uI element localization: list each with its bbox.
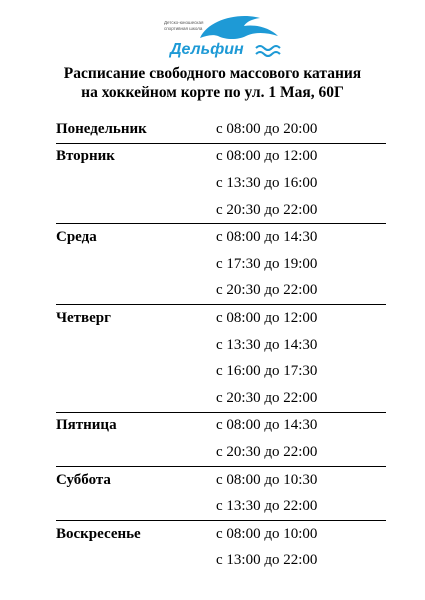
time-range: с 20:30 до 22:00: [216, 201, 318, 218]
day-label: Пятница: [56, 417, 117, 434]
schedule-row: [56, 493, 386, 520]
logo-tagline-1: Детско-юношеская: [164, 20, 204, 25]
time-range: с 13:30 до 22:00: [216, 498, 318, 515]
dolphin-logo-icon: [160, 10, 290, 64]
schedule-row: [56, 144, 386, 171]
day-label: Четверг: [56, 309, 111, 326]
day-block: [56, 304, 386, 411]
schedule-row: [56, 385, 386, 412]
time-range: с 16:00 до 17:30: [216, 363, 318, 380]
day-block: [56, 116, 386, 143]
schedule-row: [56, 413, 386, 440]
day-block: [56, 223, 386, 304]
schedule-row: [56, 521, 386, 548]
time-range: с 08:00 до 10:30: [216, 471, 318, 488]
schedule-row: [56, 116, 386, 143]
time-range: с 20:30 до 22:00: [216, 389, 318, 406]
time-range: с 13:30 до 16:00: [216, 174, 318, 191]
day-block: [56, 466, 386, 520]
dolphin-icon: [200, 16, 278, 39]
day-label: Воскресенье: [56, 525, 141, 542]
logo: [160, 10, 290, 64]
time-range: с 08:00 до 20:00: [216, 120, 318, 137]
time-range: с 08:00 до 14:30: [216, 417, 318, 434]
schedule-row: [56, 358, 386, 385]
day-block: [56, 143, 386, 224]
schedule-row: [56, 251, 386, 278]
schedule-row: [56, 305, 386, 332]
time-range: с 13:00 до 22:00: [216, 552, 318, 569]
day-label: Среда: [56, 229, 97, 246]
time-range: с 17:30 до 19:00: [216, 255, 318, 272]
time-range: с 20:30 до 22:00: [216, 282, 318, 299]
wave-icon: [256, 52, 280, 56]
day-label: Понедельник: [56, 120, 147, 137]
title-line-1: Расписание свободного массового катания: [63, 65, 362, 82]
wave-icon: [256, 46, 280, 50]
page-title: [0, 64, 425, 102]
schedule-row: [56, 197, 386, 224]
schedule-row: [56, 467, 386, 494]
schedule-row: [56, 332, 386, 359]
time-range: с 08:00 до 12:00: [216, 309, 318, 326]
schedule-row: [56, 439, 386, 466]
time-range: с 08:00 до 10:00: [216, 525, 318, 542]
schedule-table: [56, 116, 386, 574]
day-label: Вторник: [56, 148, 115, 165]
day-block: [56, 520, 386, 574]
logo-name: Дельфин: [170, 41, 244, 58]
time-range: с 20:30 до 22:00: [216, 443, 318, 460]
schedule-row: [56, 224, 386, 251]
schedule-row: [56, 548, 386, 575]
time-range: с 13:30 до 14:30: [216, 336, 318, 353]
schedule-row: [56, 278, 386, 305]
time-range: с 08:00 до 12:00: [216, 148, 318, 165]
logo-tagline-2: спортивная школа: [164, 26, 203, 31]
schedule-row: [56, 170, 386, 197]
title-line-2: на хоккейном корте по ул. 1 Мая, 60Г: [81, 84, 344, 101]
time-range: с 08:00 до 14:30: [216, 229, 318, 246]
day-block: [56, 412, 386, 466]
day-label: Суббота: [56, 471, 111, 488]
